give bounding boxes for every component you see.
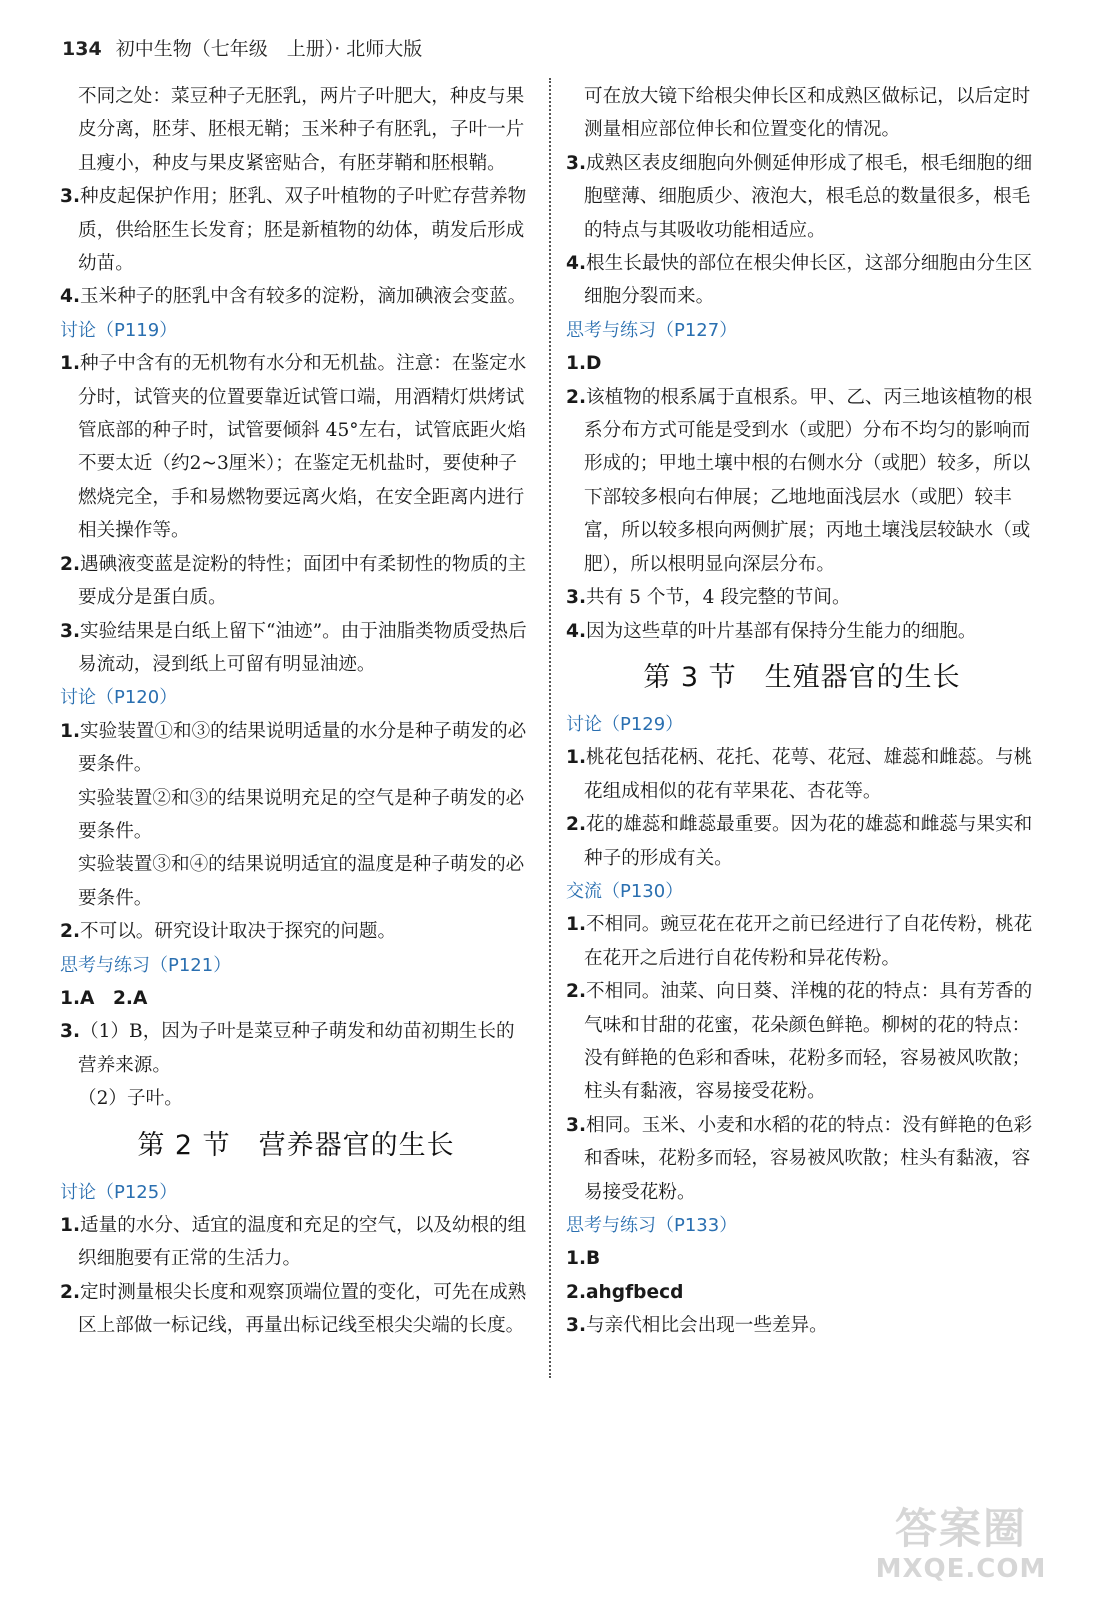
item-text: 遇碘液变蓝是淀粉的特性；面团中有柔韧性的物质的主要成分是蛋白质。 — [78, 553, 527, 609]
section-label: 讨论（P120） — [60, 687, 178, 709]
item-text: 不相同。豌豆花在花开之前已经进行了自花传粉，桃花在花开之后进行自花传粉和异花传粉。 — [584, 914, 1033, 969]
item-text: 适量的水分、适宜的温度和充足的空气，以及幼根的组织细胞要有正常的生活力。 — [78, 1215, 527, 1270]
item-number: 3. — [60, 1021, 81, 1043]
item-number: 4. — [60, 286, 81, 308]
section-heading: 第 3 节 生殖器官的生长 — [643, 661, 961, 693]
page-number: 134 — [62, 38, 102, 60]
item-text: 该植物的根系属于直根系。甲、乙、丙三地该植物的根系分布方式可能是受到水（或肥）分布不均匀的影响而形成的；甲地土壤中根的右侧水分（或肥）较多，所以下部较多根向右伸展；乙地地面浅层水（或肥）较丰富，所以较多根向两侧扩展；丙地土壤浅层较缺水（或肥），所以根明显向深层分布。 — [584, 386, 1033, 575]
watermark-logo — [866, 1504, 1056, 1592]
item-number: 3. — [60, 620, 81, 642]
answer-item — [566, 1242, 1038, 1275]
item-text: 1.B — [566, 1248, 601, 1270]
section-label: 讨论（P125） — [60, 1181, 178, 1203]
item-number: 2. — [566, 981, 587, 1003]
right-column — [566, 80, 1038, 1343]
item-text: 实验结果是白纸上留下“油迹”。由于油脂类物质受热后易流动，浸到纸上可留有明显油迹。 — [78, 620, 527, 675]
item-number: 1. — [60, 720, 81, 742]
item-text: 实验装置①和③的结果说明适量的水分是种子萌发的必要条件。 — [78, 720, 527, 776]
answer-item — [566, 1276, 1038, 1309]
answer-item — [60, 915, 532, 948]
answer-item — [60, 548, 532, 615]
answer-continuation: 可在放大镜下给根尖伸长区和成熟区做标记，以后定时测量相应部位伸长和位置变化的情况。 — [584, 86, 1031, 141]
item-number: 1. — [60, 1215, 81, 1236]
answer-item — [566, 908, 1038, 975]
answer-item — [60, 1276, 532, 1343]
item-number: 3. — [60, 186, 81, 208]
item-text: 成熟区表皮细胞向外侧延伸形成了根毛，根毛细胞的细胞壁薄、细胞质少、液泡大，根毛总的数量很多，根毛的特点与其吸收功能相适应。 — [584, 152, 1033, 241]
answer-item — [566, 1109, 1038, 1209]
answer-item — [60, 715, 532, 782]
item-text: 玉米种子的胚乳中含有较多的淀粉，滴加碘液会变蓝。 — [80, 286, 527, 308]
item-number: 1. — [60, 353, 81, 375]
item-number: 2. — [60, 921, 81, 943]
answer-item — [566, 147, 1038, 247]
section-label: 交流（P130） — [566, 880, 684, 902]
section-label: 讨论（P129） — [566, 713, 684, 735]
answer-item — [566, 581, 1038, 614]
answer-item — [566, 381, 1038, 581]
answer-item — [60, 280, 532, 313]
answer-item — [60, 982, 532, 1015]
answer-item — [566, 615, 1038, 648]
item-text: 2.ahgfbecd — [566, 1281, 684, 1303]
item-number: 1. — [566, 747, 587, 769]
item-text: 花的雄蕊和雌蕊最重要。因为花的雄蕊和雌蕊与果实和种子的形成有关。 — [584, 814, 1033, 869]
item-text: 共有 5 个节，4 段完整的节间。 — [586, 587, 851, 609]
answer-continuation: （2）子叶。 — [78, 1088, 183, 1110]
item-number: 2. — [566, 814, 587, 836]
item-text: 根生长最快的部位在根尖伸长区，这部分细胞由分生区细胞分裂而来。 — [584, 253, 1033, 308]
item-text: 1.D — [566, 353, 602, 375]
item-number: 2. — [60, 553, 81, 575]
item-number: 3. — [566, 587, 587, 609]
answer-continuation: 实验装置③和④的结果说明适宜的温度是种子萌发的必要条件。 — [78, 854, 525, 909]
answer-item — [60, 347, 532, 547]
item-text: 桃花包括花柄、花托、花萼、花冠、雄蕊和雌蕊。与桃花组成相似的花有苹果花、杏花等。 — [584, 747, 1033, 802]
item-text: 种皮起保护作用；胚乳、双子叶植物的子叶贮存营养物质，供给胚生长发育；胚是新植物的幼体，萌发后形成幼苗。 — [78, 186, 527, 275]
section-label: 思考与练习（P127） — [566, 319, 738, 341]
answer-item — [566, 1309, 1038, 1342]
item-text: 定时测量根尖长度和观察顶端位置的变化，可先在成熟区上部做一标记线，再量出标记线至根尖尖端的长度。 — [78, 1281, 527, 1337]
answer-item — [566, 741, 1038, 808]
item-number: 1. — [566, 914, 587, 936]
item-text: （1）B，因为子叶是菜豆种子萌发和幼苗初期生长的营养来源。 — [78, 1021, 515, 1076]
item-number: 3. — [566, 1315, 587, 1337]
answer-continuation: 实验装置②和③的结果说明充足的空气是种子萌发的必要条件。 — [78, 787, 525, 842]
item-text: 不相同。油菜、向日葵、洋槐的花的特点：具有芳香的气味和甘甜的花蜜，花朵颜色鲜艳。柳树的花的特点：没有鲜艳的色彩和香味，花粉多而轻，容易被风吹散；柱头有黏液，容易接受花粉。 — [584, 981, 1033, 1103]
item-number: 2. — [60, 1281, 81, 1303]
item-number: 3. — [566, 1114, 587, 1136]
watermark-top: 答案圈 — [894, 1504, 1027, 1553]
answer-item — [566, 247, 1038, 314]
left-column — [60, 80, 532, 1343]
column-divider — [549, 78, 551, 1378]
item-number: 3. — [566, 152, 587, 174]
section-heading: 第 2 节 营养器官的生长 — [137, 1129, 455, 1161]
watermark-bottom: MXQE.COM — [875, 1554, 1047, 1584]
answer-item — [60, 1209, 532, 1276]
item-text: 1.A 2.A — [60, 987, 148, 1009]
item-text: 种子中含有的无机物有水分和无机盐。注意：在鉴定水分时，试管夹的位置要靠近试管口端，用酒精灯烘烤试管底部的种子时，试管要倾斜 45°左右，试管底距火焰不要太近（约2~3厘米）；在鉴定无机盐时，要使种子燃烧完全，手和易燃物要远离火焰，在安全距离内进行相关操作等。 — [78, 353, 527, 542]
item-number: 4. — [566, 253, 587, 275]
item-text: 相同。玉米、小麦和水稻的花的特点：没有鲜艳的色彩和香味，花粉多而轻，容易被风吹散；柱头有黏液，容易接受花粉。 — [584, 1114, 1033, 1203]
section-label: 讨论（P119） — [60, 319, 178, 341]
answer-item — [566, 347, 1038, 380]
item-number: 4. — [566, 620, 587, 642]
section-label: 思考与练习（P133） — [566, 1215, 738, 1236]
page-header — [62, 34, 422, 64]
answer-continuation: 不同之处：菜豆种子无胚乳，两片子叶肥大，种皮与果皮分离，胚芽、胚根无鞘；玉米种子有胚乳，子叶一片且瘦小，种皮与果皮紧密贴合，有胚芽鞘和胚根鞘。 — [78, 86, 525, 174]
item-text: 不可以。研究设计取决于探究的问题。 — [80, 921, 397, 943]
book-title: 初中生物（七年级 上册）· 北师大版 — [115, 38, 423, 60]
item-text: 与亲代相比会出现一些差异。 — [586, 1315, 828, 1337]
item-text: 因为这些草的叶片基部有保持分生能力的细胞。 — [586, 620, 977, 642]
answer-item — [566, 975, 1038, 1109]
item-number: 2. — [566, 386, 587, 408]
answer-item — [60, 180, 532, 280]
answer-item — [566, 808, 1038, 875]
answer-item — [60, 1015, 532, 1082]
section-label: 思考与练习（P121） — [60, 954, 232, 976]
answer-item — [60, 615, 532, 682]
